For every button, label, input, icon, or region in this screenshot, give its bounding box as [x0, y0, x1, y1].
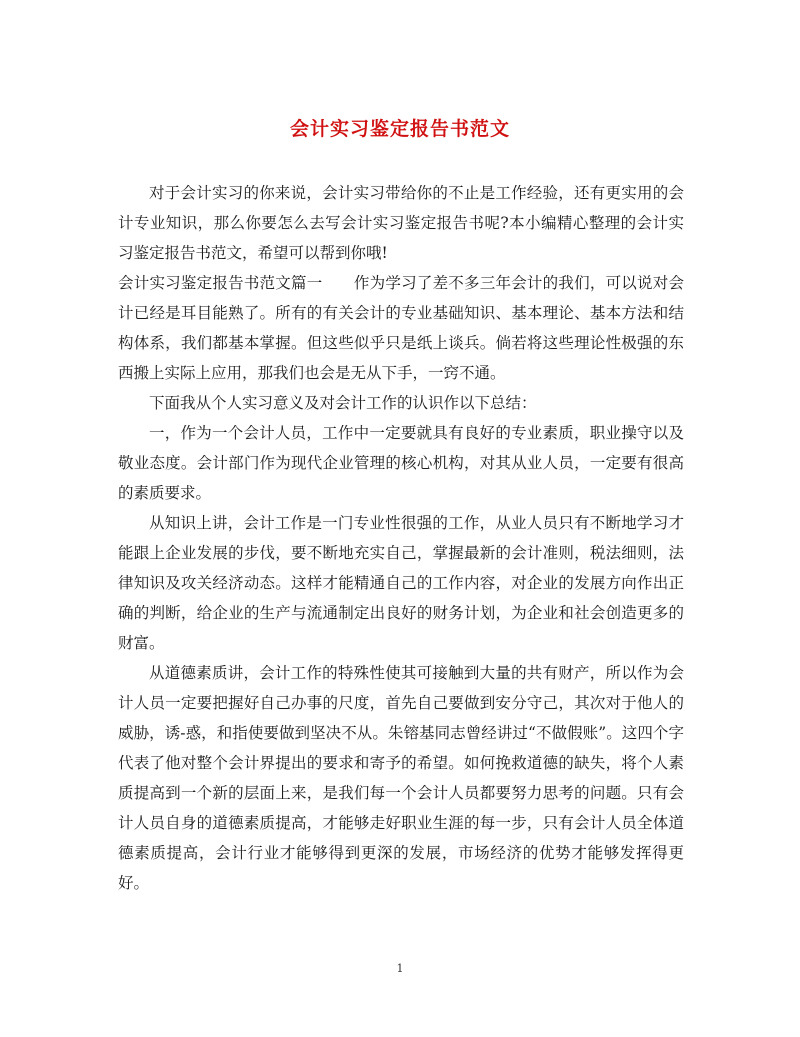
document-body	[118, 178, 684, 898]
paragraph-ethics: 从道德素质讲，会计工作的特殊性使其可接触到大量的共有财产，所以作为会计人员一定要把握好自己办事的尺度，首先自己要做到安分守己，其次对于他人的威胁，诱-惑，和指使要做到坚决不从。朱镕基同志曾经讲过“不做假账”。这四个字代表了他对整个会计界提出的要求和寄予的希望。如何挽救道德的缺失，将个人素质提高到一个新的层面上来，是我们每一个会计人员都要努力思考的问题。只有会计人员自身的道德素质提高，才能够走好职业生涯的每一步，只有会计人员全体道德素质提高，会计行业才能够得到更深的发展，市场经济的优势才能够发挥得更好。	[118, 664, 684, 892]
paragraph-knowledge: 从知识上讲，会计工作是一门专业性很强的工作，从业人员只有不断地学习才能跟上企业发展的步伐，要不断地充实自己，掌握最新的会计准则，税法细则，法律知识及攻关经济动态。这样才能精通自己的工作内容，对企业的发展方向作出正确的判断，给企业的生产与流通制定出良好的财务计划，为企业和社会创造更多的财富。	[118, 514, 684, 652]
paragraph-section-one: 会计实习鉴定报告书范文篇一 作为学习了差不多三年会计的我们，可以说对会计已经是耳目能熟了。所有的有关会计的专业基础知识、基本理论、基本方法和结构体系，我们都基本掌握。但这些似乎只是纸上谈兵。倘若将这些理论性极强的东西搬上实际上应用，那我们也会是无从下手，一窍不通。	[118, 274, 684, 382]
paragraph-intro: 对于会计实习的你来说，会计实习带给你的不止是工作经验，还有更实用的会计专业知识，那么你要怎么去写会计实习鉴定报告书呢?本小编精心整理的会计实习鉴定报告书范文，希望可以帮到你哦!	[118, 184, 684, 262]
paragraph-summary-lead: 下面我从个人实习意义及对会计工作的认识作以下总结：	[149, 394, 537, 412]
paragraph-point-one: 一，作为一个会计人员，工作中一定要就具有良好的专业素质，职业操守以及敬业态度。会计部门作为现代企业管理的核心机构，对其从业人员，一定要有很高的素质要求。	[118, 424, 684, 502]
page-number: 1	[396, 962, 404, 975]
document-title: 会计实习鉴定报告书范文	[289, 118, 510, 140]
